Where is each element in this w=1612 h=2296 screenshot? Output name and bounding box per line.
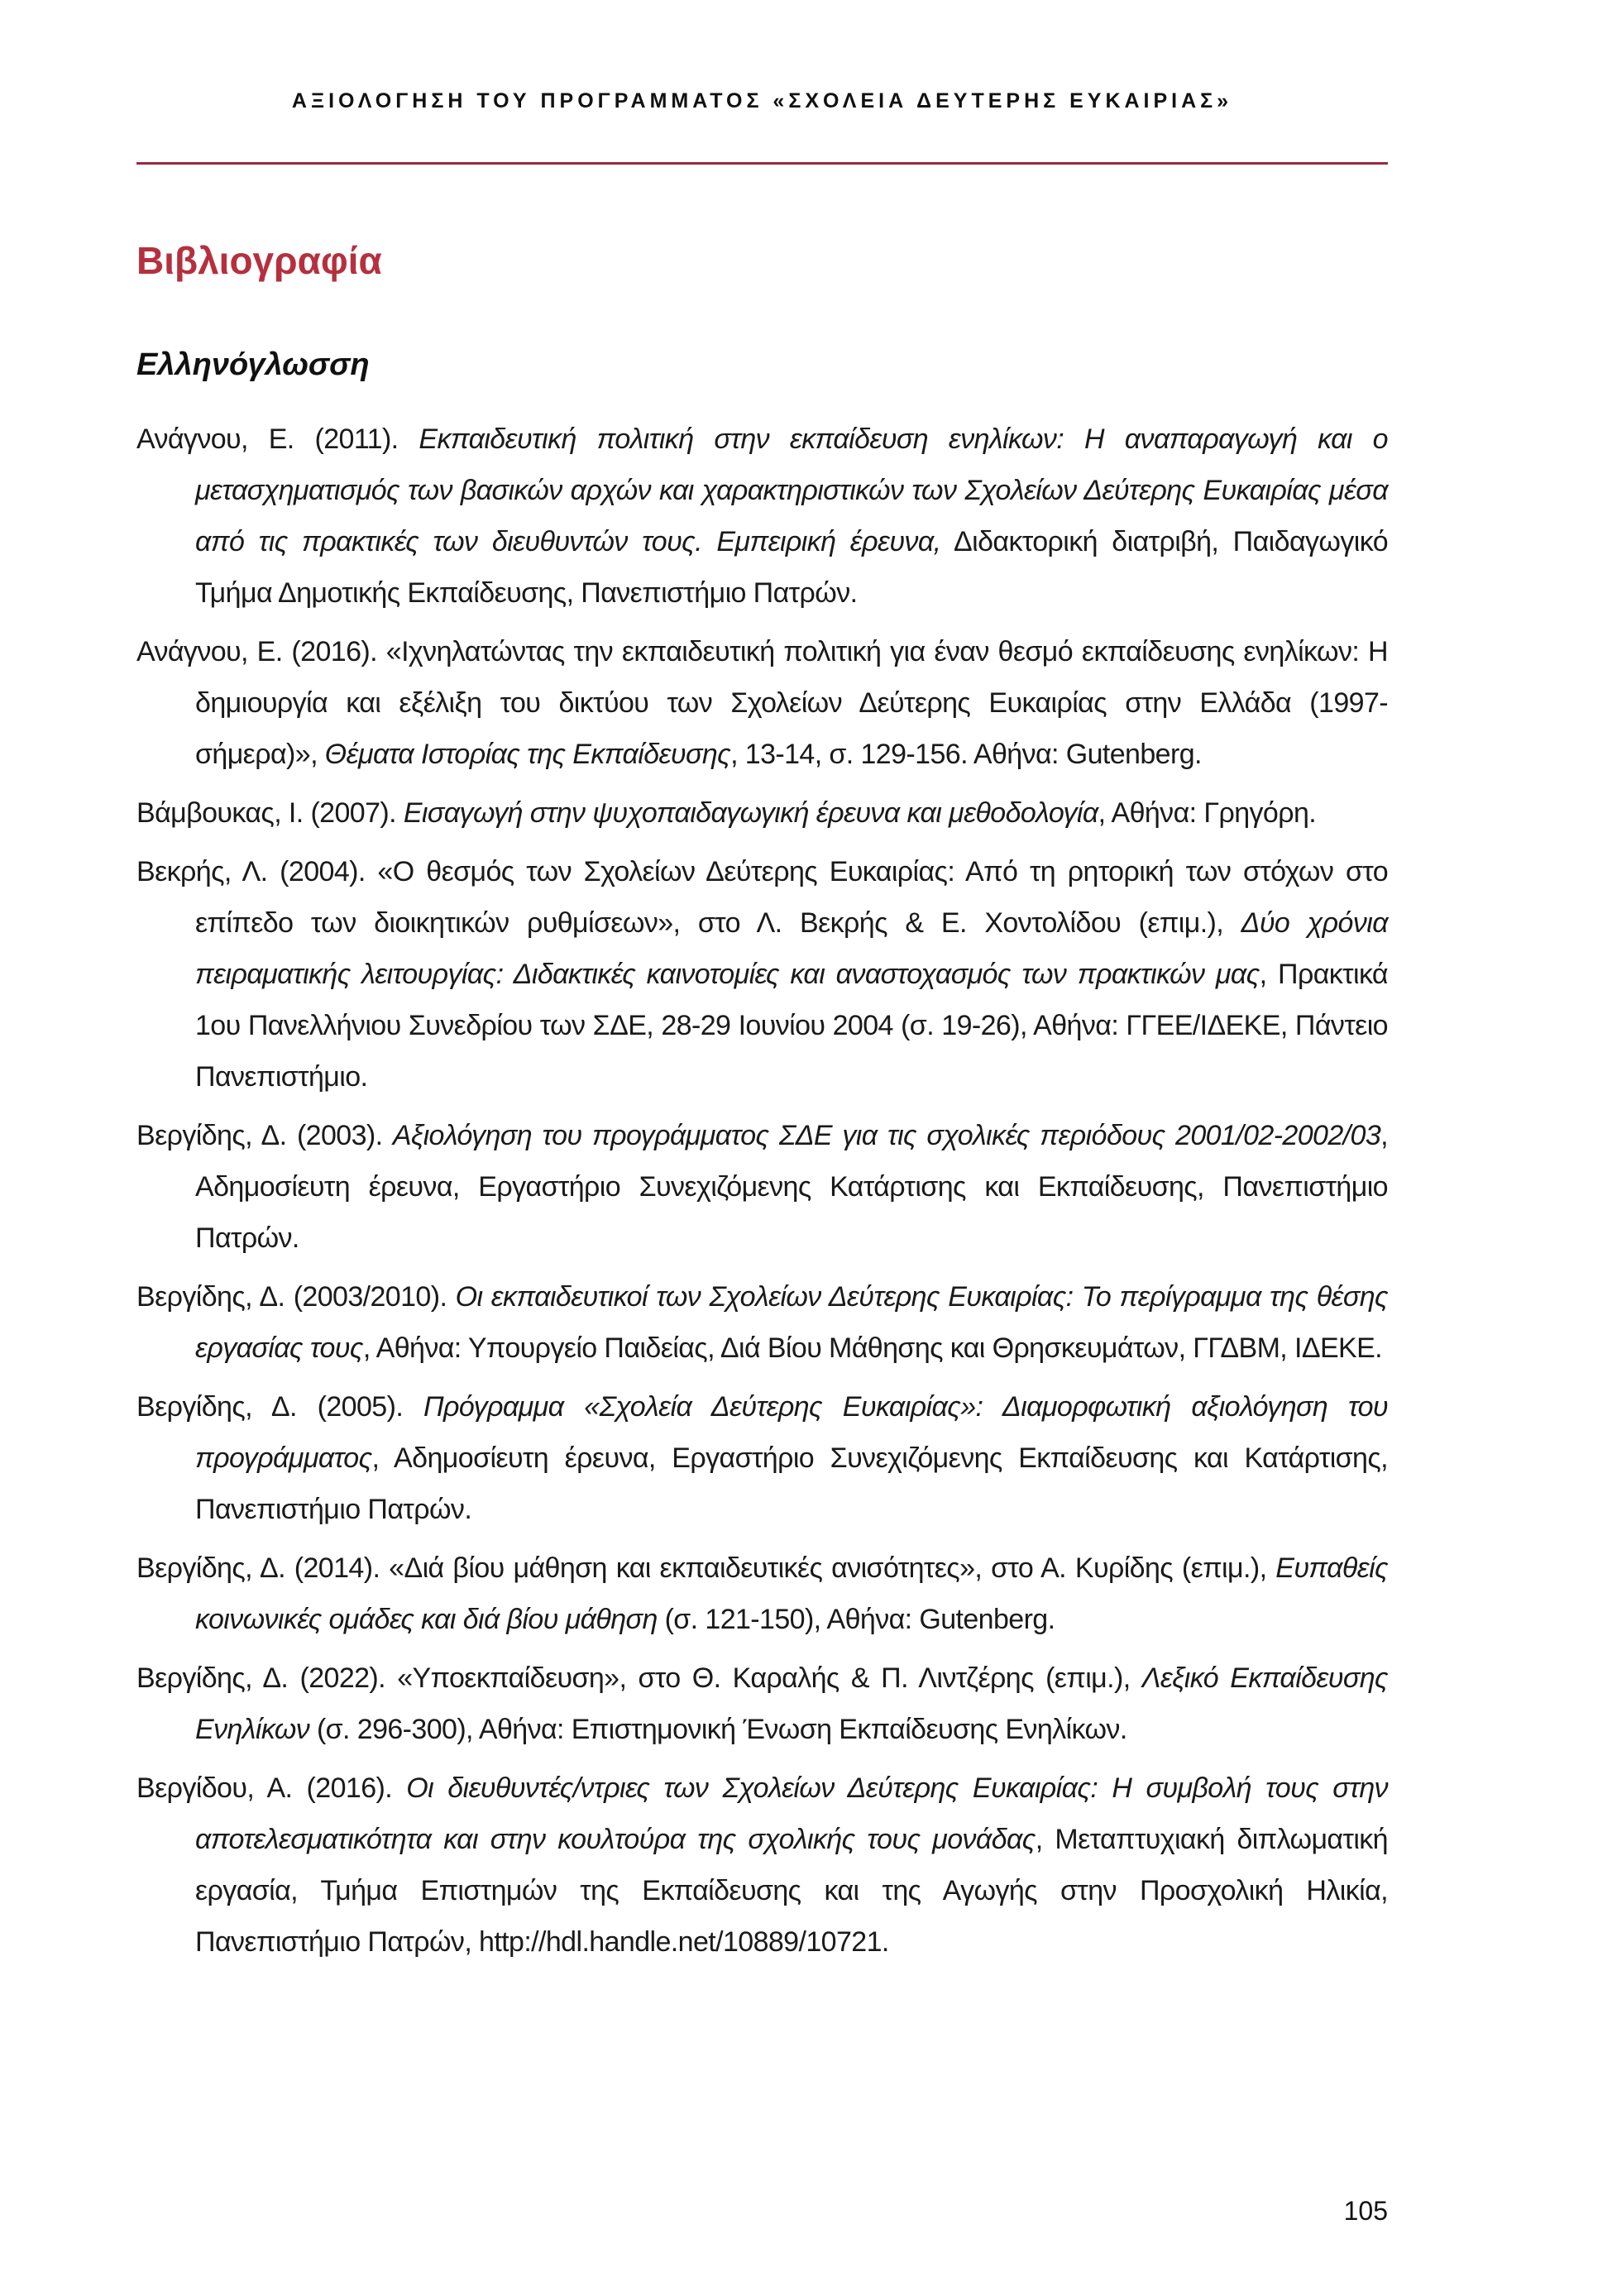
entry-text: Βεργίδης, Δ. (2014). «Διά βίου μάθηση και εκπαιδευτικές ανισότητες», στο Α. Κυρίδης (επιμ.), [136,1552,1276,1584]
bibliography-entry [136,1381,1388,1535]
entry-text: , Αθήνα: Υπουργείο Παιδείας, Διά Βίου Μάθησης και Θρησκευμάτων, ΓΓΔΒΜ, ΙΔΕΚΕ. [362,1332,1383,1364]
entry-text: , Αδημοσίευτη έρευνα, Εργαστήριο Συνεχιζόμενης Εκπαίδευσης και Κατάρτισης, Πανεπιστήμιο Πατρών. [195,1442,1388,1525]
entry-title-text: Οι εκπαιδευτικοί των Σχολείων Δεύτερης Ευκαιρίας: Το περίγραμμα της θέσης εργασίας τους [195,1281,1388,1364]
entry-text: (σ. 296-300), Αθήνα: Επιστημονική Ένωση Εκπαίδευσης Ενηλίκων. [309,1714,1127,1745]
entry-text: Βεργίδης, Δ. (2003/2010). [136,1281,456,1313]
entry-text: , Μεταπτυχιακή διπλωματική εργασία, Τμήμα Επιστημών της Εκπαίδευσης και της Αγωγής στην Προσχολική Ηλικία, Πανεπιστήμιο Πατρών, http://hdl.handle.net/10889/10721. [195,1824,1388,1958]
bibliography-entry [136,626,1388,780]
entry-title-text: Λεξικό Εκπαίδευσης Ενηλίκων [195,1662,1388,1745]
entry-title-text: Εκπαιδευτική πολιτική στην εκπαίδευση ενηλίκων: Η αναπαραγωγή και ο μετασχηματισμός των βασικών αρχών και χαρακτηριστικών των Σχολείων Δεύτερης Ευκαιρίας μέσα από τις πρακτικές των διευθυντών τους. Εμπειρική έρευνα, [195,423,1388,557]
bibliography-entry [136,1543,1388,1645]
entry-text: Ανάγνου, Ε. (2011). [136,423,419,455]
entry-text: Βεκρής, Λ. (2004). «Ο θεσμός των Σχολείων Δεύτερης Ευκαιρίας: Από τη ρητορική των στόχων στο επίπεδο των διοικητικών ρυθμίσεων», στο Λ. Βεκρής & Ε. Χοντολίδου (επιμ.), [136,856,1388,939]
entry-text: Βεργίδης, Δ. (2022). «Υποεκπαίδευση», στο Θ. Καραλής & Π. Λιντζέρης (επιμ.), [136,1662,1142,1694]
entry-text: Βάμβουκας, Ι. (2007). [136,797,404,829]
bibliography-entry [136,1653,1388,1755]
entry-text: , Αδημοσίευτη έρευνα, Εργαστήριο Συνεχιζόμενης Κατάρτισης και Εκπαίδευσης, Πανεπιστήμιο Πατρών. [195,1120,1388,1254]
entry-text: (σ. 121-150), Αθήνα: Gutenberg. [657,1604,1055,1635]
entry-title-text: Αξιολόγηση του προγράμματος ΣΔΕ για τις σχολικές περιόδους 2001/02-2002/03 [392,1120,1381,1151]
entry-text: Βεργίδου, Α. (2016). [136,1772,407,1804]
entry-text: , Αθήνα: Γρηγόρη. [1098,797,1317,829]
running-head: ΑΞΙΟΛΟΓΗΣΗ ΤΟΥ ΠΡΟΓΡΑΜΜΑΤΟΣ «ΣΧΟΛΕΙΑ ΔΕΥΤΕΡΗΣ ΕΥΚΑΙΡΙΑΣ» [291,89,1233,112]
entry-text: Διδακτορική διατριβή, Παιδαγωγικό Τμήμα Δημοτικής Εκπαίδευσης, Πανεπιστήμιο Πατρών. [195,526,1389,609]
bibliography-entry [136,1271,1388,1374]
bibliography-entry [136,787,1388,839]
entry-title-text: Πρόγραμμα «Σχολεία Δεύτερης Ευκαιρίας»: Διαμορφωτική αξιολόγηση του προγράμματος [195,1391,1388,1474]
page-number: 105 [1343,2196,1388,2226]
page-title: Βιβλιογραφία [136,239,382,282]
entry-text: , Πρακτικά 1ου Πανελλήνιου Συνεδρίου των ΣΔΕ, 28-29 Ιουνίου 2004 (σ. 19-26), Αθήνα: ΓΓΕΕ/ΙΔΕΚΕ, Πάντειο Πανεπιστήμιο. [195,959,1388,1093]
entry-text: , 13-14, σ. 129-156. Αθήνα: Gutenberg. [730,739,1202,770]
entry-title-text: Εισαγωγή στην ψυχοπαιδαγωγική έρευνα και μεθοδολογία [403,797,1098,829]
entry-title-text: Θέματα Ιστορίας της Εκπαίδευσης [324,739,731,770]
section-subtitle: Ελληνόγλωσση [136,347,370,382]
bibliography-list [136,414,1388,1975]
entry-title-text: Οι διευθυντές/ντριες των Σχολείων Δεύτερης Ευκαιρίας: Η συμβολή τους στην αποτελεσματικότητα και στην κουλτούρα της σχολικής τους μονάδας [195,1772,1388,1855]
entry-title-text: Ευπαθείς κοινωνικές ομάδες και διά βίου μάθηση [195,1552,1388,1635]
entry-text: Βεργίδης, Δ. (2005). [136,1391,423,1423]
bibliography-entry [136,1110,1388,1264]
bibliography-entry [136,1763,1388,1968]
entry-title-text: Δύο χρόνια πειραματικής λειτουργίας: Διδακτικές καινοτομίες και αναστοχασμός των πρακτικών μας [195,907,1389,990]
bibliography-entry [136,846,1388,1103]
header-divider [136,162,1388,165]
entry-text: Ανάγνου, Ε. (2016). «Ιχνηλατώντας την εκπαιδευτική πολιτική για έναν θεσμό εκπαίδευσης ενηλίκων: Η δημιουργία και εξέλιξη του δικτύου των Σχολείων Δεύτερης Ευκαιρίας στην Ελλάδα (1997-σήμερα)», [136,636,1388,770]
bibliography-entry [136,414,1388,619]
entry-text: Βεργίδης, Δ. (2003). [136,1120,393,1151]
